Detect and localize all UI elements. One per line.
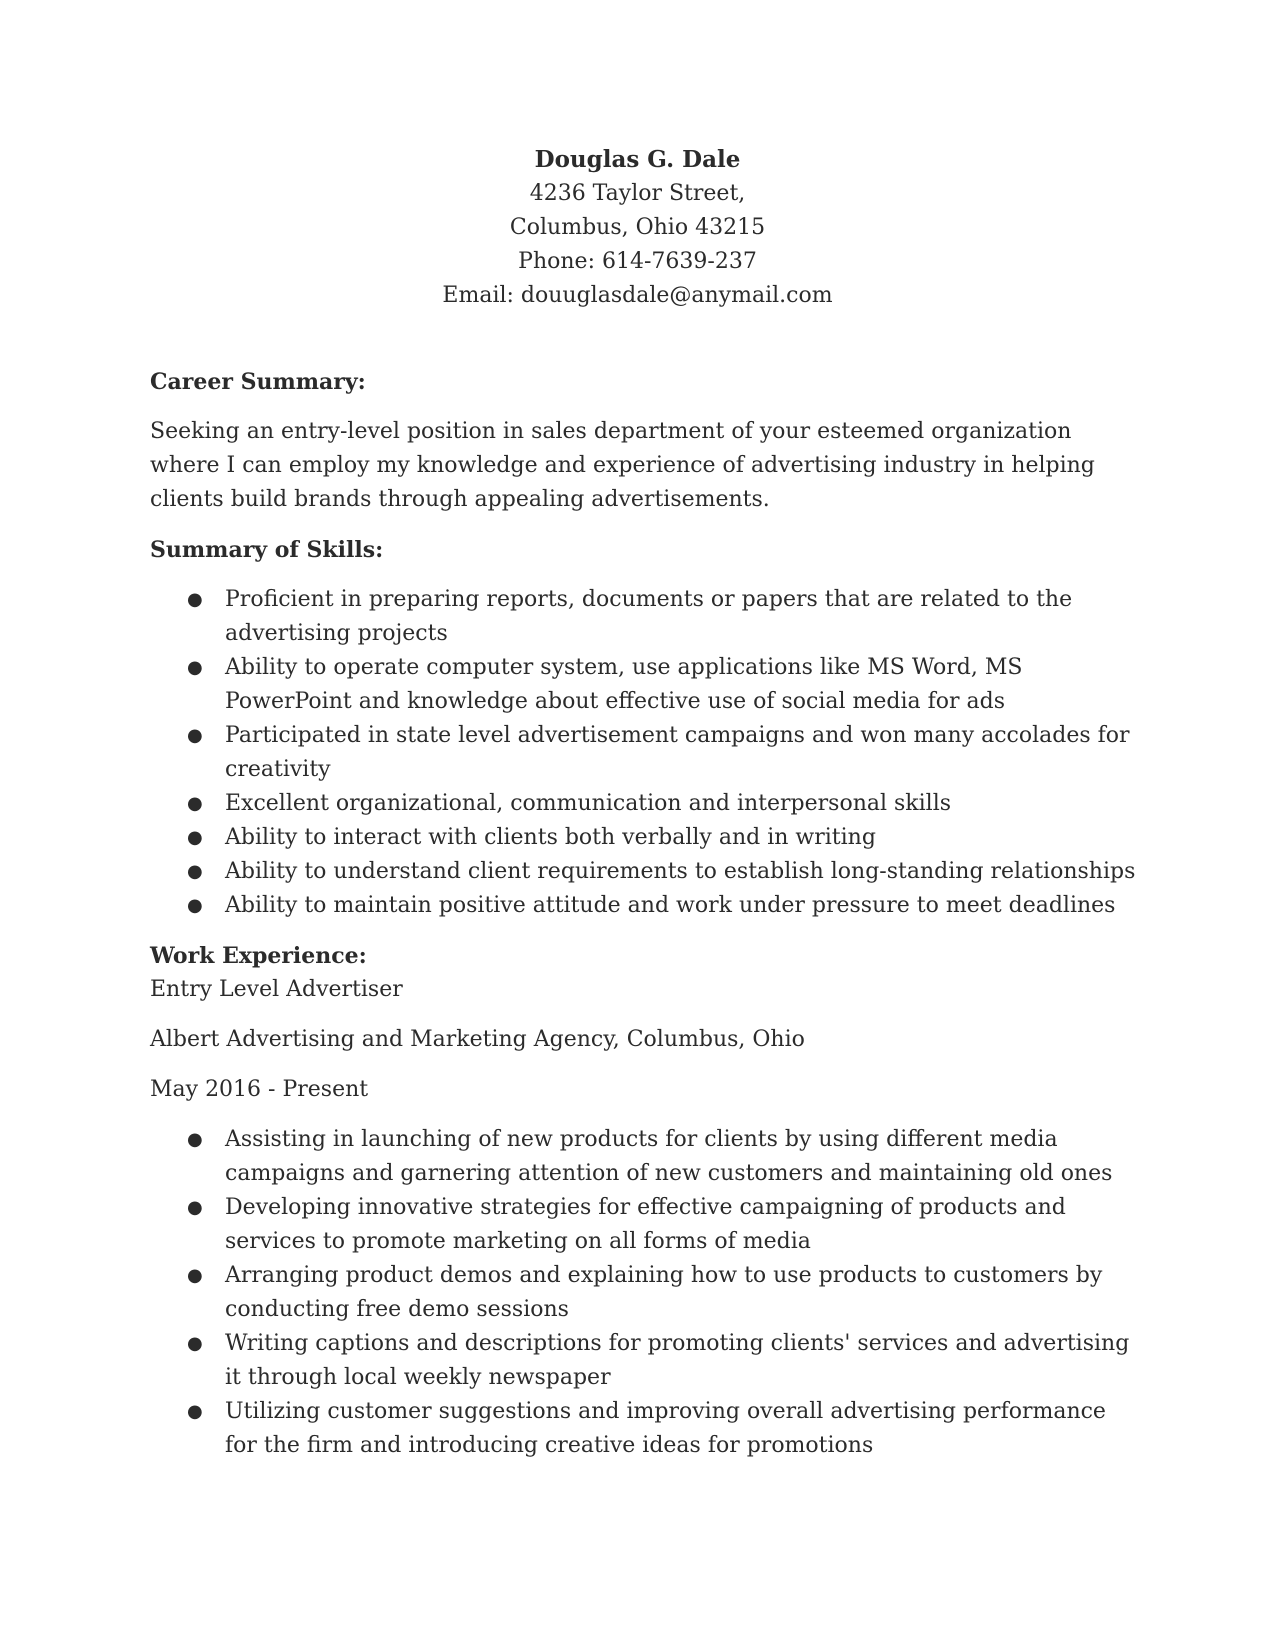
bullet-icon: ● bbox=[187, 1197, 203, 1218]
list-item: ● Ability to maintain positive attitude and work under pressure to meet deadlines bbox=[150, 889, 1140, 923]
list-item: ● Ability to operate computer system, use applications like MS Word, MS PowerPoint and knowledge about effective use of social media for ads bbox=[150, 651, 1140, 719]
bullet-icon: ● bbox=[187, 861, 203, 882]
list-item: ● Utilizing customer suggestions and improving overall advertising performance for the firm and introducing creative ideas for promotions bbox=[150, 1395, 1140, 1463]
career-summary-section bbox=[150, 365, 1140, 517]
list-item: ● Excellent organizational, communication and interpersonal skills bbox=[150, 787, 1140, 821]
bullet-icon: ● bbox=[187, 827, 203, 848]
list-item: ● Proficient in preparing reports, documents or papers that are related to the advertising projects bbox=[150, 583, 1140, 651]
job-title: Entry Level Advertiser bbox=[150, 977, 403, 1002]
list-item: ● Assisting in launching of new products for clients by using different media campaigns and garnering attention of new customers and maintaining old ones bbox=[150, 1123, 1140, 1191]
list-item: ● Participated in state level advertisement campaigns and won many accolades for creativity bbox=[150, 719, 1140, 787]
bullet-icon: ● bbox=[187, 1129, 203, 1150]
company-name: Albert Advertising and Marketing Agency, Columbus, Ohio bbox=[150, 1027, 805, 1052]
bullet-icon: ● bbox=[187, 895, 203, 916]
work-duties-list bbox=[150, 1123, 1140, 1463]
list-item: ● Arranging product demos and explaining how to use products to customers by conducting free demo sessions bbox=[150, 1259, 1140, 1327]
work-experience-section bbox=[150, 939, 1140, 1463]
list-item: ● Writing captions and descriptions for promoting clients' services and advertising it through local weekly newspaper bbox=[150, 1327, 1140, 1395]
bullet-icon: ● bbox=[187, 725, 203, 746]
phone-line: Phone: 614-7639-237 bbox=[518, 249, 757, 274]
resume-body bbox=[150, 365, 1140, 1463]
list-item: ● Developing innovative strategies for effective campaigning of products and services to promote marketing on all forms of media bbox=[150, 1191, 1140, 1259]
bullet-icon: ● bbox=[187, 1401, 203, 1422]
address-line-1: 4236 Taylor Street, bbox=[529, 181, 746, 206]
list-item: ● Ability to interact with clients both verbally and in writing bbox=[150, 821, 1140, 855]
career-summary-text: Seeking an entry-level position in sales department of your esteemed organization where I can employ my knowledge and experience of advertising industry in helping clients build brands through appealing advertisements. bbox=[150, 419, 1095, 512]
bullet-icon: ● bbox=[187, 1265, 203, 1286]
career-summary-heading: Career Summary: bbox=[150, 369, 366, 395]
candidate-name: Douglas G. Dale bbox=[534, 146, 741, 173]
bullet-icon: ● bbox=[187, 793, 203, 814]
skills-section bbox=[150, 533, 1140, 923]
employment-dates: May 2016 - Present bbox=[150, 1077, 369, 1102]
skills-list bbox=[150, 583, 1140, 923]
work-experience-heading: Work Experience: bbox=[150, 943, 367, 969]
address-line-2: Columbus, Ohio 43215 bbox=[509, 215, 766, 240]
bullet-icon: ● bbox=[187, 589, 203, 610]
list-item: ● Ability to understand client requirements to establish long-standing relationships bbox=[150, 855, 1140, 889]
bullet-icon: ● bbox=[187, 657, 203, 678]
skills-heading: Summary of Skills: bbox=[150, 537, 384, 563]
contact-header bbox=[0, 143, 1275, 313]
bullet-icon: ● bbox=[187, 1333, 203, 1354]
email-line: Email: douuglasdale@anymail.com bbox=[442, 283, 833, 308]
